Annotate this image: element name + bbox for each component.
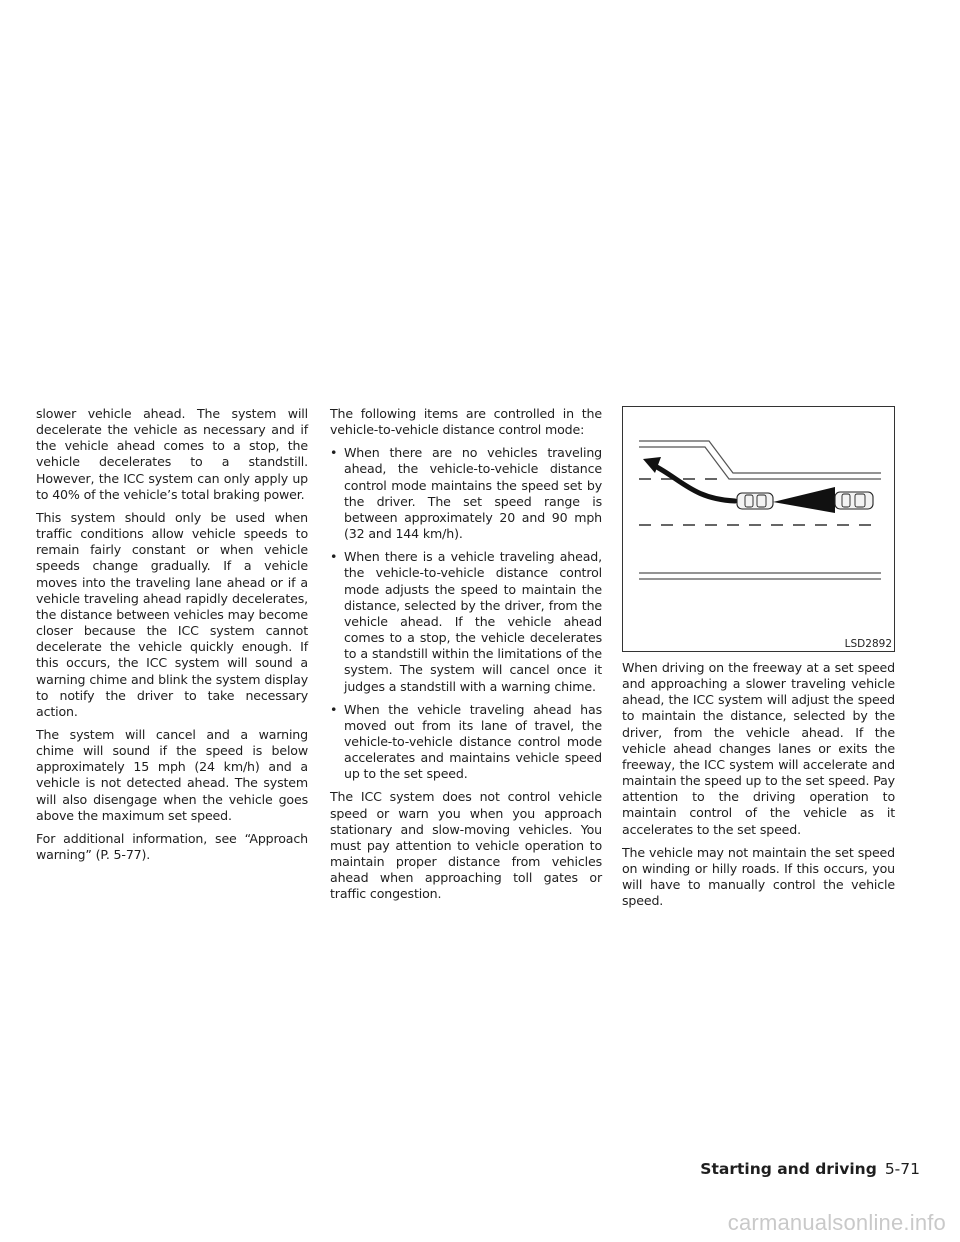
watermark: carmanualsonline.info xyxy=(727,1210,946,1235)
paragraph: When driving on the freeway at a set speed and approaching a slower traveling vehicle ahead, the ICC system will adjust the speed to maintain the distance, selected by the driver, from the vehicle ahead. If the vehicle ahead changes lanes or exits the freeway, the ICC system will accelerate and maintain the speed up to the set speed. Pay attention to the driving operation to maintain control of the vehicle as it accelerates to the set speed. xyxy=(622,660,895,837)
right-column xyxy=(622,406,895,916)
bullet-icon: • xyxy=(330,445,338,461)
bullet-icon: • xyxy=(330,549,338,565)
paragraph: slower vehicle ahead. The system will decelerate the vehicle as necessary and if the vehicle ahead comes to a stop, the vehicle decelerates to a standstill. However, the ICC system can only apply up to 40% of the vehicle’s total braking power. xyxy=(36,406,308,502)
own-vehicle-icon xyxy=(737,493,773,509)
paragraph: The ICC system does not control vehicle speed or warn you when you approach stationary and slow-moving vehicles. You must pay attention to vehicle operation to maintain proper distance from vehicles ahead when approaching toll gates or traffic congestion. xyxy=(330,789,602,902)
figure-id-label: LSD2892 xyxy=(844,638,892,650)
left-column xyxy=(36,406,308,870)
bullet-list xyxy=(330,445,602,782)
paragraph: For additional information, see “Approach warning” (P. 5-77). xyxy=(36,830,308,863)
page-footer xyxy=(700,1160,920,1178)
paragraph: The vehicle may not maintain the set speed on winding or hilly roads. If this occurs, you will have to manually control the vehicle speed. xyxy=(622,844,895,909)
list-item xyxy=(330,445,602,542)
icc-diagram-figure xyxy=(622,406,895,652)
bullet-icon: • xyxy=(330,701,338,717)
list-item xyxy=(330,702,602,783)
paragraph: The following items are controlled in the vehicle-to-vehicle distance control mode: xyxy=(330,406,602,438)
road-edge-line xyxy=(639,447,881,479)
list-item-text: When the vehicle traveling ahead has moved out from its lane of travel, the vehicle-to-vehicle distance control mode accelerates and maintains vehicle speed up to the set speed. xyxy=(344,701,602,782)
middle-column xyxy=(330,406,602,910)
list-item-text: When there are no vehicles traveling ahead, the vehicle-to-vehicle distance control mode maintains the speed set by the driver. The set speed range is between approximately 20 and 90 mph (32 and 144 km/h). xyxy=(344,445,602,542)
radar-beam-icon xyxy=(773,487,835,513)
vehicle-ahead-icon xyxy=(835,492,873,509)
lane-change-illustration xyxy=(623,407,894,651)
road-edge-line xyxy=(639,441,881,473)
section-title: Starting and driving xyxy=(700,1160,877,1178)
list-item-text: When there is a vehicle traveling ahead, the vehicle-to-vehicle distance control mode adjusts the speed to maintain the distance, selected by the driver, from the vehicle ahead. If the vehicle ahead comes to a stop, the vehicle decelerates to a standstill within the limitations of the system. The system will cancel once it judges a standstill with a warning chime. xyxy=(344,549,602,694)
paragraph: This system should only be used when traffic conditions allow vehicle speeds to remain fairly constant or when vehicle speeds change gradually. If a vehicle moves into the traveling lane ahead or if a vehicle traveling ahead rapidly decelerates, the distance between vehicles may become closer because the ICC system cannot decelerate the vehicle quickly enough. If this occurs, the ICC system will sound a warning chime and blink the system display to notify the driver to take necessary action. xyxy=(36,509,308,719)
paragraph: The system will cancel and a warning chime will sound if the speed is below approximately 15 mph (24 km/h) and a vehicle is not detected ahead. The system will also disengage when the vehicle goes above the maximum set speed. xyxy=(36,726,308,823)
page-number: 5-71 xyxy=(884,1160,920,1178)
list-item xyxy=(330,549,602,694)
